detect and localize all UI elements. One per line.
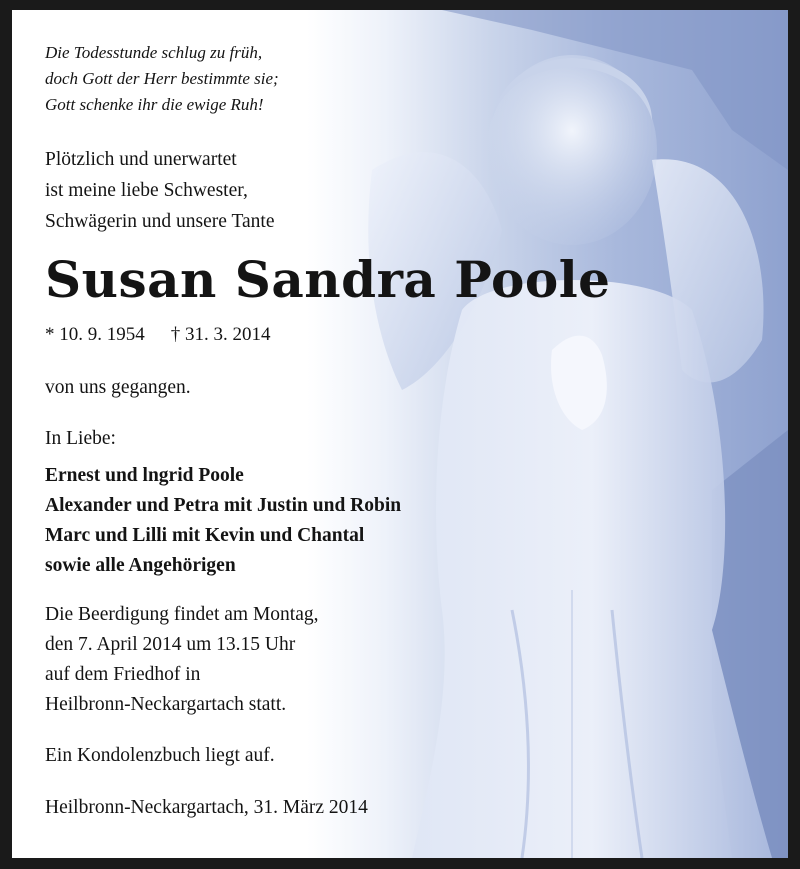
- text-content: [12, 10, 788, 858]
- deceased-name: Susan Sandra Poole: [45, 250, 611, 309]
- funeral-line: den 7. April 2014 um 13.15 Uhr: [45, 634, 296, 655]
- place-and-date: Heilbronn-Neckargartach, 31. März 2014: [45, 797, 368, 818]
- obituary-notice: [12, 10, 788, 858]
- intro-line: Schwägerin und unsere Tante: [45, 211, 275, 232]
- mourner-line: Marc und Lilli mit Kevin und Chantal: [45, 525, 365, 546]
- verse-line: Die Todesstunde schlug zu früh,: [45, 43, 263, 62]
- intro-line: ist meine liebe Schwester,: [45, 180, 248, 201]
- funeral-info: [45, 600, 318, 720]
- funeral-line: Heilbronn-Neckargartach statt.: [45, 694, 287, 715]
- mourners-list: [45, 461, 401, 581]
- funeral-line: Die Beerdigung findet am Montag,: [45, 604, 319, 625]
- verse-line: doch Gott der Herr bestimmte sie;: [45, 69, 279, 88]
- passed-away-text: von uns gegangen.: [45, 377, 191, 398]
- memorial-verse: [45, 40, 279, 118]
- funeral-line: auf dem Friedhof in: [45, 664, 201, 685]
- verse-line: Gott schenke ihr die ewige Ruh!: [45, 95, 264, 114]
- death-date: † 31. 3. 2014: [170, 324, 271, 345]
- mourner-line: Alexander und Petra mit Justin und Robin: [45, 495, 402, 516]
- birth-date: * 10. 9. 1954: [45, 324, 145, 345]
- in-love-label: In Liebe:: [45, 428, 116, 449]
- intro-line: Plötzlich und unerwartet: [45, 149, 237, 170]
- intro-text: [45, 144, 275, 237]
- condolence-book-note: Ein Kondolenzbuch liegt auf.: [45, 745, 275, 766]
- mourner-line: Ernest und lngrid Poole: [45, 465, 244, 486]
- life-dates: [45, 324, 271, 346]
- mourner-line: sowie alle Angehörigen: [45, 555, 236, 576]
